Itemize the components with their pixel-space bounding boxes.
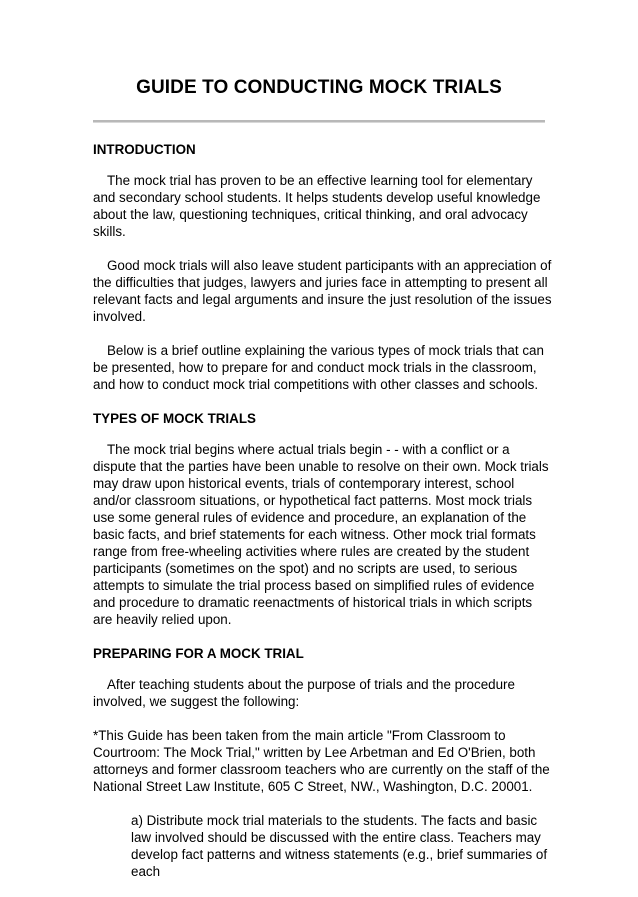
intro-paragraph-3: Below is a brief outline explaining the various types of mock trials that can be presented, how to prepare for and conduct mock trials in the classroom, and how to conduct mock trial competitions with other classes and schools.: [93, 343, 544, 392]
footnote-paragraph: *This Guide has been taken from the main article "From Classroom to Courtroom: The Mock Trial," written by Lee Arbetman and Ed O'Brien, both attorneys and former classroom teachers who are currently on the staff of the National Street Law Institute, 605 C Street, NW., Washington, D.C. 20001.: [93, 728, 550, 794]
preparing-paragraph-1: After teaching students about the purpose of trials and the procedure involved, we suggest the following:: [93, 677, 515, 709]
intro-paragraph-2: Good mock trials will also leave student participants with an appreciation of the difficulties that judges, lawyers and juries face in attempting to present all relevant facts and legal arguments and insure the just resolution of the issues involved.: [93, 258, 552, 324]
document-title: GUIDE TO CONDUCTING MOCK TRIALS: [136, 77, 502, 98]
section-heading-preparing: PREPARING FOR A MOCK TRIAL: [93, 646, 304, 661]
list-item-a: a) Distribute mock trial materials to the students. The facts and basic law involved should be discussed with the entire class. Teachers may develop fact patterns and witness statements (e.g., brief summaries of each: [131, 813, 548, 879]
intro-paragraph-1: The mock trial has proven to be an effective learning tool for elementary and secondary school students. It helps students develop useful knowledge about the law, questioning techniques, critical thinking, and oral advocacy skills.: [93, 173, 541, 239]
title-divider: [93, 120, 545, 123]
document-body: [93, 141, 553, 897]
section-heading-introduction: INTRODUCTION: [93, 142, 196, 157]
section-heading-types: TYPES OF MOCK TRIALS: [93, 411, 256, 426]
types-paragraph-1: The mock trial begins where actual trials begin - - with a conflict or a dispute that the parties have been unable to resolve on their own. Mock trials may draw upon historical events, trials of contemporary interest, school and/or classroom situations, or hypothetical fact patterns. Most mock trials use some general rules of evidence and procedure, an explanation of the basic facts, and brief statements for each witness. Other mock trial formats range from free-wheeling activities where rules are created by the student participants (sometimes on the spot) and no scripts are used, to serious attempts to simulate the trial process based on simplified rules of evidence and procedure to dramatic reenactments of historical trials in which scripts are heavily relied upon.: [93, 442, 549, 627]
